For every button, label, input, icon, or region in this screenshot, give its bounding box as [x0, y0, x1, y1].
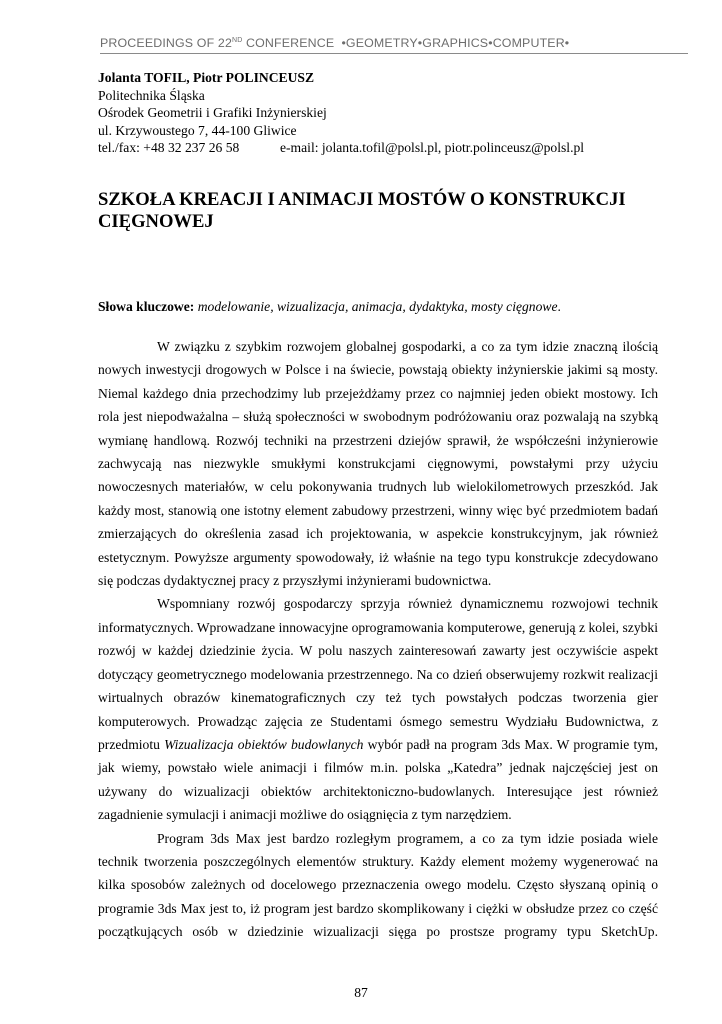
page-number: 87 — [354, 985, 368, 1000]
author-contact — [98, 139, 585, 157]
author-address: ul. Krzywoustego 7, 44-100 Gliwice — [98, 122, 297, 138]
keywords-values: modelowanie, wizualizacja, animacja, dydaktyka, mosty cięgnowe — [197, 299, 558, 314]
header-superscript: ND — [232, 37, 243, 44]
keywords — [98, 299, 561, 315]
author-email: e-mail: jolanta.tofil@polsl.pl, piotr.polinceusz@polsl.pl — [280, 140, 585, 155]
running-header — [100, 36, 690, 50]
author-block — [98, 69, 585, 157]
header-suffix: CONFERENCE •GEOMETRY•GRAPHICS•COMPUTER• — [242, 36, 570, 50]
header-prefix: PROCEEDINGS OF 22 — [100, 36, 232, 50]
paragraph-2-start: Wspomniany rozwój gospodarczy sprzyja również dynamicznemu rozwojowi technik informatycznych. Wprowadzane innowacyjne oprogramowania komputerowe, generują z kolei, szybki rozwój w każdej dziedzinie życia. W polu naszych zainteresowań zawarty jest oczywiście aspekt dotyczący geometrycznego modelowania przestrzennego. Na co dzień obserwujemy rozkwit realizacji wirtualnych obrazów kinematograficznych czy też tych powstałych podczas tworzenia gier komputerowych. Prowadząc zajęcia ze Studentami ósmego semestru Wydziału Budownictwa, z przedmiotu — [98, 596, 658, 752]
paragraph-2 — [98, 592, 658, 826]
paragraph-3: Program 3ds Max jest bardzo rozległym programem, a co za tym idzie posiada wiele technik tworzenia poszczególnych elementów struktury. Każdy element możemy wygenerować na kilka sposobów zależnych od docelowego przeznaczenia owego modelu. Często słyszaną opinią o programie 3ds Max jest to, iż program jest bardzo skomplikowany i ciężki w obsłudze przez co część początkujących osób w dziedzinie wizualizacji sięga po prostsze programy typu SketchUp. — [98, 830, 658, 940]
body-text — [98, 335, 658, 944]
author-affiliation: Politechnika Śląska — [98, 87, 205, 103]
paragraph-1: W związku z szybkim rozwojem globalnej gospodarki, a co za tym idzie znaczną ilością nowych inwestycji drogowych w Polsce i na świecie, powstają obiekty inżynierskie jakimi są mosty. Niemal każdego dnia przechodzimy lub przejeżdżamy przez co najmniej jeden obiekt mostowy. Ich rola jest niepodważalna – służą społeczności w swobodnym podróżowaniu oraz pozwalają na szybką wymianę handlową. Rozwój techniki na przestrzeni dziejów sprawił, że współcześni inżynierowie zachwycają nas niezwykle smukłymi konstrukcjami cięgnowymi, powstałymi przy użyciu nowoczesnych materiałów, w celu pokonywania trudnych lub wielokilometrowych przeszkód. Jak każdy most, stanowią one istotny element zabudowy przestrzeni, winny więc być przedmiotem badań zmierzających do określenia zasad ich projektowania, w aspekcie konstrukcyjnym, jak również estetycznym. Powyższe argumenty spowodowały, iż właśnie na tego typu konstrukcje zdecydowano się podczas dydaktycznej pracy z przyszłymi inżynierami budownictwa. — [98, 339, 658, 589]
paper-title: SZKOŁA KREACJI I ANIMACJI MOSTÓW O KONSTRUKCJI CIĘGNOWEJ — [98, 189, 626, 232]
keywords-label: Słowa kluczowe: — [98, 299, 195, 314]
author-phone: tel./fax: +48 32 237 26 58 — [98, 140, 240, 155]
header-rule — [100, 53, 688, 54]
keywords-end: . — [557, 299, 561, 314]
paragraph-2-end: wybór padł na program 3ds Max. W programie tym, jak wiemy, powstało wiele animacji i filmów m.in. polska „Katedra” jednak najczęściej jest on używany do wizualizacji obiektów architektoniczno-budowlanych. Interesujące jest również zagadnienie symulacji i animacji możliwe do osiągnięcia z tym narzędziem. — [98, 736, 658, 823]
author-names: Jolanta TOFIL, Piotr POLINCEUSZ — [98, 70, 315, 85]
course-name: Wizualizacja obiektów budowlanych — [164, 736, 364, 752]
author-department: Ośrodek Geometrii i Grafiki Inżynierskiej — [98, 105, 327, 120]
